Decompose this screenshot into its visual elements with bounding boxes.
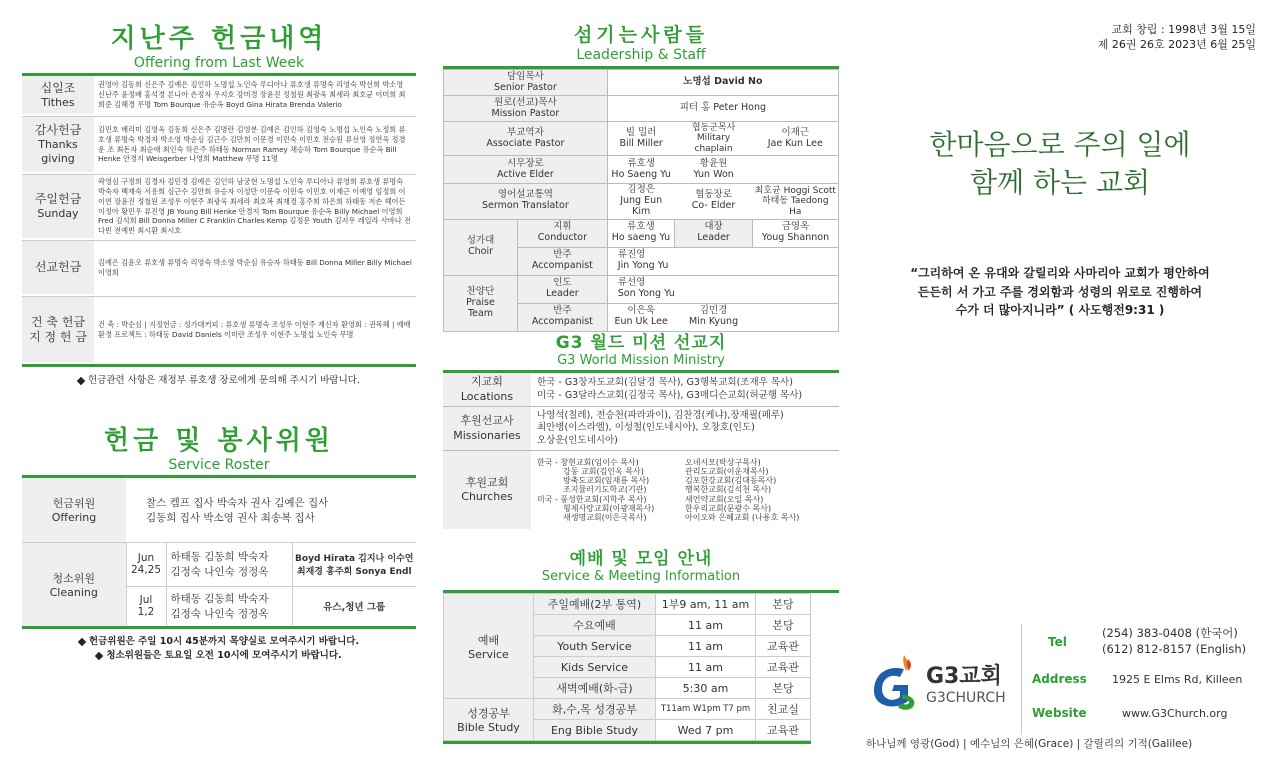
tel-label: Tel [1048, 635, 1067, 649]
diamond-bullet-icon [78, 637, 86, 645]
logo-text: G3교회 [926, 663, 1002, 689]
offering-row: 십일조 Tithes 권영아 김동희 신은주 김예은 김인하 노명섭 노인숙 루디아나 류호생 류명숙 리영숙 박선희 박소영 신난주 윤정배 홍석경 론니아 손정자 우지호 강미경 장윤진 정철원 최광욱 최세라 최호균 이미희 최희준 김혜경 무명 Tom Bourque 유순옥 Boyd Gina Hirata Brenda Valerio [22, 76, 416, 116]
worship-title: 예배 및 모임 안내 [569, 549, 713, 569]
offering-row: 선교헌금 김예은 김윤오 류호생 류명숙 리영숙 박소영 박순심 유승자 하태동 Bill Donna Miller Billy Michael 이영희 [22, 240, 416, 296]
mission-table: 지교회 Locations 한국 - G3창자도교회(김달경 목사), G3행복교회(조재우 목사) 미국 - G3달라스교회(김정국 목사), G3매디슨교회(허균행 목사) 후원선교사 Missionaries 나영석(칠레), 전승천(파라과이), 김찬경(케냐),장재필(페루) 최안병(이스라엘), 이성철(인도네시아), 오창호(인도) 오상운(인도네시아) 후원교회 Churches 한국 - 창현교회(임이수 목사) 강동 교회(김인옥 목사) 방축도교회(임재룡 목사) 조지뮬러기도학교(기관) 미국 - 풍성한교회(지학주 목사) 형제사랑교회(이광재목사) 새생명교회(이은국목사) 오네시모(박상구목사) 관리도교회(이운재목사) 김포한강교회(김대동목사) 행복한교회(김석천 목사) 새언약교회(오일 목사) 한우리교회(문광수 목사) 아이오와 은혜교회 (나용호 목사) [443, 373, 839, 529]
leadership-section [443, 20, 839, 332]
roster-table: 헌금위원 Offering 찰스 켐프 집사 박숙자 권사 김예은 집사 김동희 집사 박소영 권사 최송복 집사 청소위원 Cleaning Jun 24,25 하태동 김동희 박숙자 김정숙 나인숙 정정옥 Boyd Hirata 김지나 이수연 최재경 홍주희 Sonya Endl Jul 1,2 하태동 김동희 박숙자 김정숙 나인숙 정정옥 유스,청년 그룹 [22, 478, 416, 626]
roster-subtitle: Service Roster [168, 457, 270, 473]
leadership-title: 섬기는사람들 [573, 24, 709, 46]
roster-note: 헌금위원은 주일 10시 45분까지 목양실로 모여주시기 바랍니다. [22, 633, 416, 647]
tel-english[interactable]: (612) 812-8157 (English) [1102, 642, 1247, 656]
divider [22, 364, 416, 367]
church-logo [864, 648, 1022, 716]
offering-row: 감사헌금 Thanks giving 김민호 배리미 김영욱 김동희 신은주 김명란 김영분 김예은 김인하 김영숙 노명섭 노인숙 노정희 류호생 류명숙 박경자 박소영 박순심 김근수 김만희 이문경 이민숙 이민호 전승원 류선영 정연욱 정경운 조 최돈자 최순애 최인숙 하은주 하태동 Norman Ramey 채승하 Tom Bourque 유순옥 Bill Henke 안경지 Weisgerber 나영희 Matthew 무명 11명 [22, 116, 416, 174]
worship-table: 예배 Service 주일예배(2부 통역) 1부9 am, 11 am 본당 수요예배 11 am 본당 Youth Service 11 am 교육관 Kids Service 11 am 교육관 새벽예배(화-금) 5:30 am 본당 성경공부 Bible Study 화,수,목 성경공부 T11am W1pm T7 pm 친교실 Eng Bible Study Wed 7 pm 교육관 [443, 593, 811, 741]
roster-section [22, 420, 416, 661]
motto: 한마음으로 주의 일에 함께 하는 교회 [929, 128, 1191, 199]
address-value: 1925 E Elms Rd, Killeen [1112, 672, 1243, 686]
diamond-bullet-icon [77, 376, 85, 384]
tel-korean[interactable]: (254) 383-0408 (한국어) [1102, 626, 1238, 641]
issue-date: 제 26권 26호 2023년 6월 25일 [1097, 38, 1256, 52]
worship-section [443, 544, 839, 744]
roster-note: 청소위원들은 토요일 오전 10시에 모여주시기 바랍니다. [22, 647, 416, 661]
divider [22, 626, 416, 629]
founded-date: 교회 창립 : 1998년 3월 15일 [1111, 23, 1256, 36]
website-link[interactable]: www.G3Church.org [1122, 706, 1228, 720]
diamond-bullet-icon [95, 651, 103, 659]
address-label: Address [1032, 672, 1087, 686]
offering-row: 주일헌금 Sunday 곽영심 구정희 김경자 김민경 김예은 김인하 남궁현 노명섭 노인숙 루디아나 류영희 류호생 류명숙 박숙자 백재숙 서용희 심근수 김만희 유승자 이성만 이문숙 이민숙 이민호 이재근 이예영 임정희 이이연 장윤진 정철원 조성우 이현주 최광욱 최세라 최호복 최재경 홍주희 하은희 하태동 저손 헤이든 이정아 황민우 류진영 JB Young Bill Henke 안경지 Tom Bourque 유순옥 Billy Michael 이영희 Fred 김석희 Bill Donna Miller C Franklin Charles Kemp 김정문 Youth 김지우 레일라 사바나 전다빈 전예빈 최시환 최시호 [22, 174, 416, 240]
logo-subtext: G3CHURCH [926, 689, 1006, 706]
mission-title: G3 월드 미션 선교지 [555, 333, 727, 353]
offering-row: 건 축 헌금 지 정 헌 금 건 축 : 박순심 | 지정헌금 : 성가대커피 : 류호생 류명숙 조성우 이현주 재신자 환영회 : 권목헤 | 예배환경 프로젝트 : 하태동 David Daniels 이미란 조성우 이현주 노명섭 노인숙 무명 [22, 296, 416, 364]
offering-note: 헌금관련 사항은 재정부 류호생 장로에게 문의해 주시기 바랍니다. [22, 372, 416, 386]
issue-info [1098, 22, 1256, 53]
offering-table [22, 76, 416, 364]
leadership-subtitle: Leadership & Staff [576, 47, 706, 63]
offering-subtitle: Offering from Last Week [133, 55, 305, 71]
website-label: Website [1032, 706, 1087, 720]
bible-verse: “그리하여 온 유대와 갈릴리와 사마리아 교회가 평안하여 든든히 서 가고 주를 경외함과 성령의 위로로 진행하여 수가 더 많아지니라” ( 사도행전9:31 ) [910, 266, 1210, 318]
roster-title: 헌금 및 봉사위원 [104, 426, 334, 456]
divider [443, 741, 811, 744]
offering-section [22, 18, 416, 386]
worship-subtitle: Service & Meeting Information [541, 569, 741, 584]
mission-subtitle: G3 World Mission Ministry [557, 353, 725, 368]
g3-logo-icon [864, 651, 922, 713]
offering-title: 지난주 헌금내역 [110, 24, 328, 54]
mission-section [443, 328, 839, 529]
vertical-divider [1021, 624, 1022, 734]
leadership-table: 담임목사 Senior Pastor 노명섭 David No 원로(선교)목사 Mission Pastor 피터 홍 Peter Hong 부교역자 Associate Pastor 빌 밀러 Bill Miller 협동군목사 Military chaplain 이재근 Jae Kun Lee 시무장로 Active Elder 류호생 Ho Saeng Yu 황윤원 Yun Won 영어설교통역 Sermon Translator 김정은 Jung Eun Kim 협동장로 Co- Elder 최호균 Hoggi Scott 하태동 Taedong Ha 성가대 Choir 지휘 Conductor 류호생 Ho saeng Yu 대장 Leader 금영옥 Youg Shannon 반주 Accompanist 류진영 Jin Yong Yu 찬양단 Praise Team 인도 Leader 류선영 Son Yong Yu 반주 Accompanist 이은욱 Eun Uk Lee 김민경 Min Kyung [443, 69, 839, 332]
contact-info [1032, 624, 1262, 730]
tagline: 하나님께 영광(God) | 예수님의 은혜(Grace) | 갈릴리의 기적(Galilee) [866, 738, 1193, 750]
